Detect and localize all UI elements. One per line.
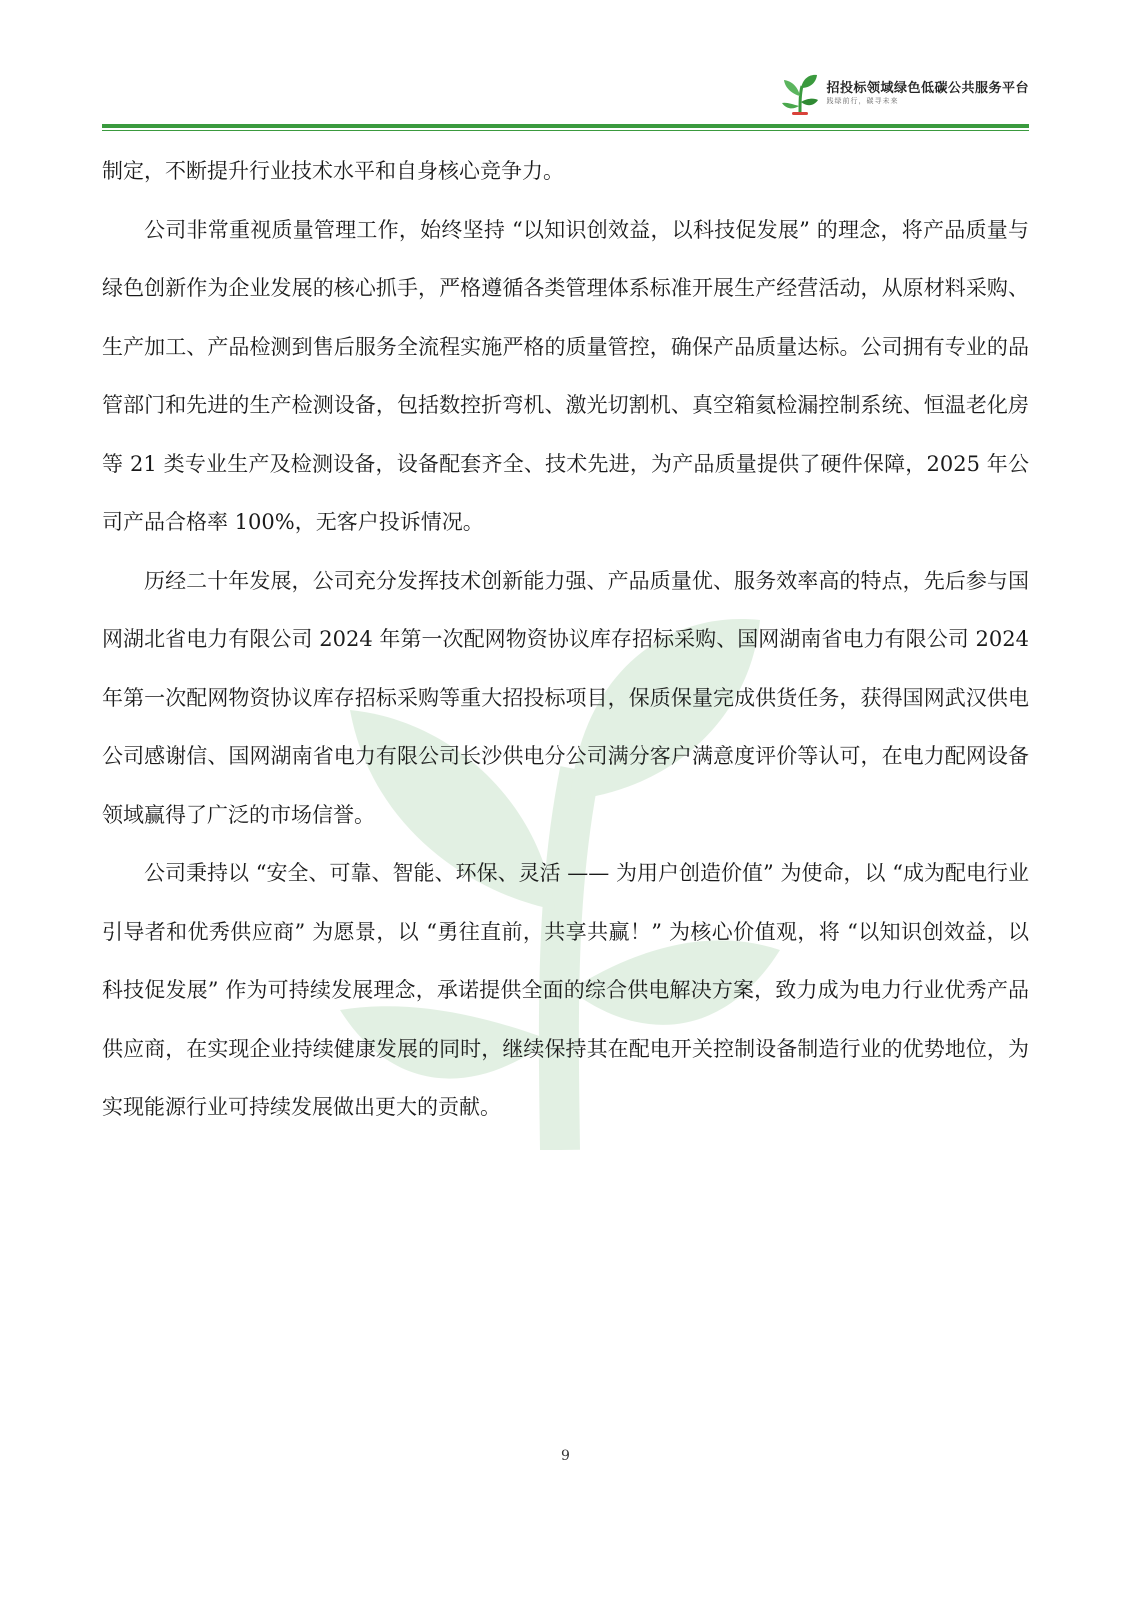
paragraph-mission: 公司秉持以 “安全、可靠、智能、环保、灵活 —— 为用户创造价值” 为使命，以 “成为配电行业引导者和优秀供应商” 为愿景，以 “勇往直前，共享共赢！” 为核心价值观，将 “以知识创效益，以科技促发展” 作为可持续发展理念，承诺提供全面的综合供电解决方案，致力成为电力行业优秀产品供应商，在实现企业持续健康发展的同时，继续保持其在配电开关控制设备制造行业的优势地位，为实现能源行业可持续发展做出更大的贡献。 [102,861,1029,1119]
page-number: 9 [561,1448,570,1464]
paragraph-history: 历经二十年发展，公司充分发挥技术创新能力强、产品质量优、服务效率高的特点，先后参与国网湖北省电力有限公司 2024 年第一次配网物资协议库存招标采购、国网湖南省电力有限公司 2024 年第一次配网物资协议库存招标采购等重大招投标项目，保质保量完成供货任务，获得国网武汉供电公司感谢信、国网湖南省电力有限公司长沙供电分公司满分客户满意度评价等认可，在电力配网设备领域赢得了广泛的市场信誉。 [102,568,1029,827]
page-header [102,64,1029,128]
header-rule [102,124,1029,128]
platform-logo [780,70,1029,118]
logo-title: 招投标领域绿色低碳公共服务平台 [826,81,1029,96]
header-rule-thin [102,130,1029,131]
logo-slogan: 践绿前行，碳寻未来 [826,97,899,106]
body-text [102,142,1029,1137]
paragraph-quality: 公司非常重视质量管理工作，始终坚持 “以知识创效益，以科技促发展” 的理念，将产品质量与绿色创新作为企业发展的核心抓手，严格遵循各类管理体系标准开展生产经营活动，从原材料采购、生产加工、产品检测到售后服务全流程实施严格的质量管控，确保产品质量达标。公司拥有专业的品管部门和先进的生产检测设备，包括数控折弯机、激光切割机、真空箱氦检漏控制系统、恒温老化房等 21 类专业生产及检测设备，设备配套齐全、技术先进，为产品质量提供了硬件保障，2025 年公司产品合格率 100%，无客户投诉情况。 [102,217,1029,534]
sprout-logo-icon [780,72,820,116]
paragraph-continued: 制定，不断提升行业技术水平和自身核心竞争力。 [102,159,564,183]
